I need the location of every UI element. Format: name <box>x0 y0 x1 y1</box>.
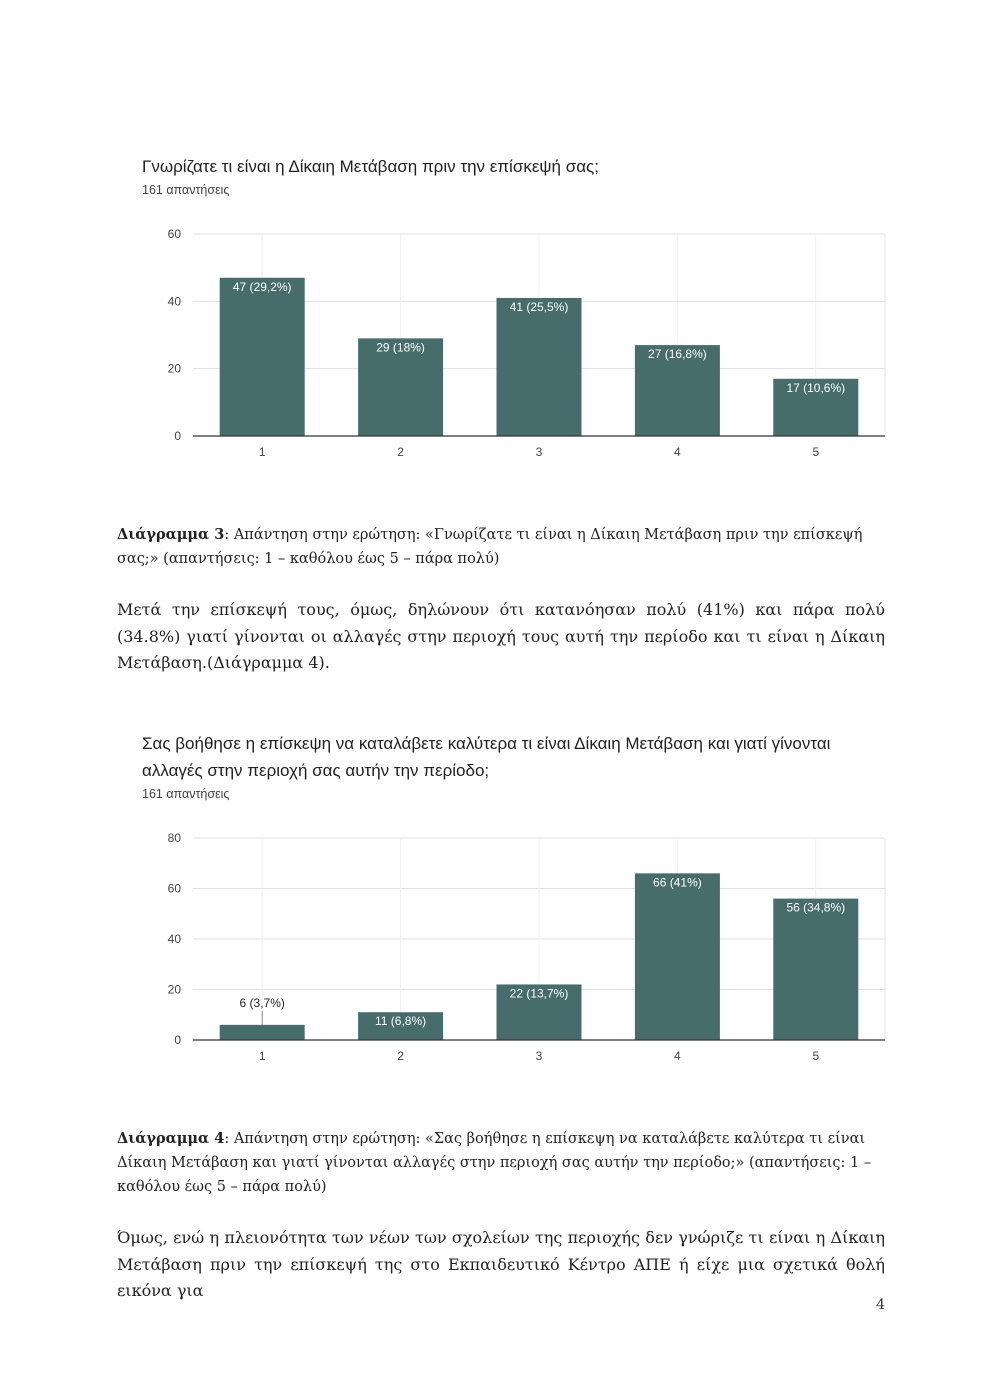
figure-3-label: Διάγραμμα 3 <box>117 526 225 543</box>
bar-data-label: 6 (3,7%) <box>239 995 285 1010</box>
bar <box>773 899 858 1040</box>
bar <box>635 873 720 1040</box>
bar-data-label: 27 (16,8%) <box>648 347 707 362</box>
x-tick-label: 2 <box>397 445 404 459</box>
y-tick-label: 60 <box>167 881 181 896</box>
bar-data-label: 47 (29,2%) <box>232 279 292 294</box>
chart-1-title: Γνωρίζατε τι είναι η Δίκαιη Μετάβαση πριν την επίσκεψή σας; <box>142 157 599 176</box>
figure-4-caption <box>117 1127 885 1199</box>
bar-data-label: 41 (25,5%) <box>509 299 569 314</box>
y-tick-label: 0 <box>174 1033 181 1047</box>
y-tick-label: 20 <box>167 982 181 997</box>
x-tick-label: 1 <box>258 1049 266 1063</box>
chart-2-bar-chart <box>0 824 1000 1074</box>
chart-1-response-count: 161 απαντήσεις <box>142 183 230 197</box>
bar <box>220 1025 305 1040</box>
y-tick-label: 60 <box>167 227 181 241</box>
body-paragraph-2: Όμως, ενώ η πλειονότητα των νέων των σχολείων της περιοχής δεν γνώριζε τι είναι η Δίκαιη Μετάβαση πριν την επίσκεψή της στο Εκπαιδευτικό Κέντρο ΑΠΕ ή είχε μια σχετικά θολή εικόνα για <box>117 1228 885 1300</box>
chart-2-title: Σας βοήθησε η επίσκεψη να καταλάβετε καλύτερα τι είναι Δίκαιη Μετάβαση και γιατί γίνονται αλλαγές στην περιοχή σας αυτήν την περίοδο; <box>142 734 831 780</box>
bar-data-label: 11 (6,8%) <box>375 1014 427 1029</box>
x-tick-label: 3 <box>535 1049 543 1063</box>
x-tick-label: 4 <box>674 445 681 459</box>
page-number: 4 <box>876 1297 885 1313</box>
x-tick-label: 1 <box>258 445 266 459</box>
x-tick-label: 5 <box>812 445 820 459</box>
bar-data-label: 56 (34,8%) <box>786 900 846 915</box>
bar-data-label: 22 (13,7%) <box>509 986 569 1001</box>
x-tick-label: 2 <box>397 1049 404 1063</box>
bar-data-label: 66 (41%) <box>653 875 702 890</box>
body-paragraph-1: Μετά την επίσκεψή τους, όμως, δηλώνουν ότι κατανόησαν πολύ (41%) και πάρα πολύ (34.8%) γιατί γίνονται οι αλλαγές στην περιοχή τους αυτή την περίοδο και τι είναι η Δίκαιη Μετάβαση.(Διάγραμμα 4). <box>117 600 885 672</box>
figure-3-caption-text: : Απάντηση στην ερώτηση: «Γνωρίζατε τι είναι η Δίκαιη Μετάβαση πριν την επίσκεψή σας;» (απαντήσεις: 1 – καθόλου έως 5 – πάρα πολύ) <box>117 527 863 567</box>
x-tick-label: 4 <box>674 1049 681 1063</box>
figure-4-caption-text: : Απάντηση στην ερώτηση: «Σας βοήθησε η επίσκεψη να καταλάβετε καλύτερα τι είναι Δίκαιη Μετάβαση και γιατί γίνονται αλλαγές στην περιοχή σας αυτήν την περίοδο;» (απαντήσεις: 1 – καθόλου έως 5 – πάρα πολύ) <box>117 1131 872 1195</box>
chart-2-response-count: 161 απαντήσεις <box>142 787 230 801</box>
bar-data-label: 29 (18%) <box>376 340 425 355</box>
figure-3-caption <box>117 523 885 571</box>
bar <box>220 278 305 436</box>
figure-4-label: Διάγραμμα 4 <box>117 1130 225 1147</box>
chart-1-bar-chart <box>0 220 1000 470</box>
x-tick-label: 3 <box>535 445 543 459</box>
y-tick-label: 40 <box>167 294 181 309</box>
y-tick-label: 80 <box>167 831 181 845</box>
x-tick-label: 5 <box>812 1049 820 1063</box>
y-tick-label: 20 <box>167 361 181 376</box>
bar <box>497 298 582 436</box>
y-tick-label: 40 <box>167 932 181 946</box>
bar-data-label: 17 (10,6%) <box>786 380 846 395</box>
y-tick-label: 0 <box>174 429 181 443</box>
